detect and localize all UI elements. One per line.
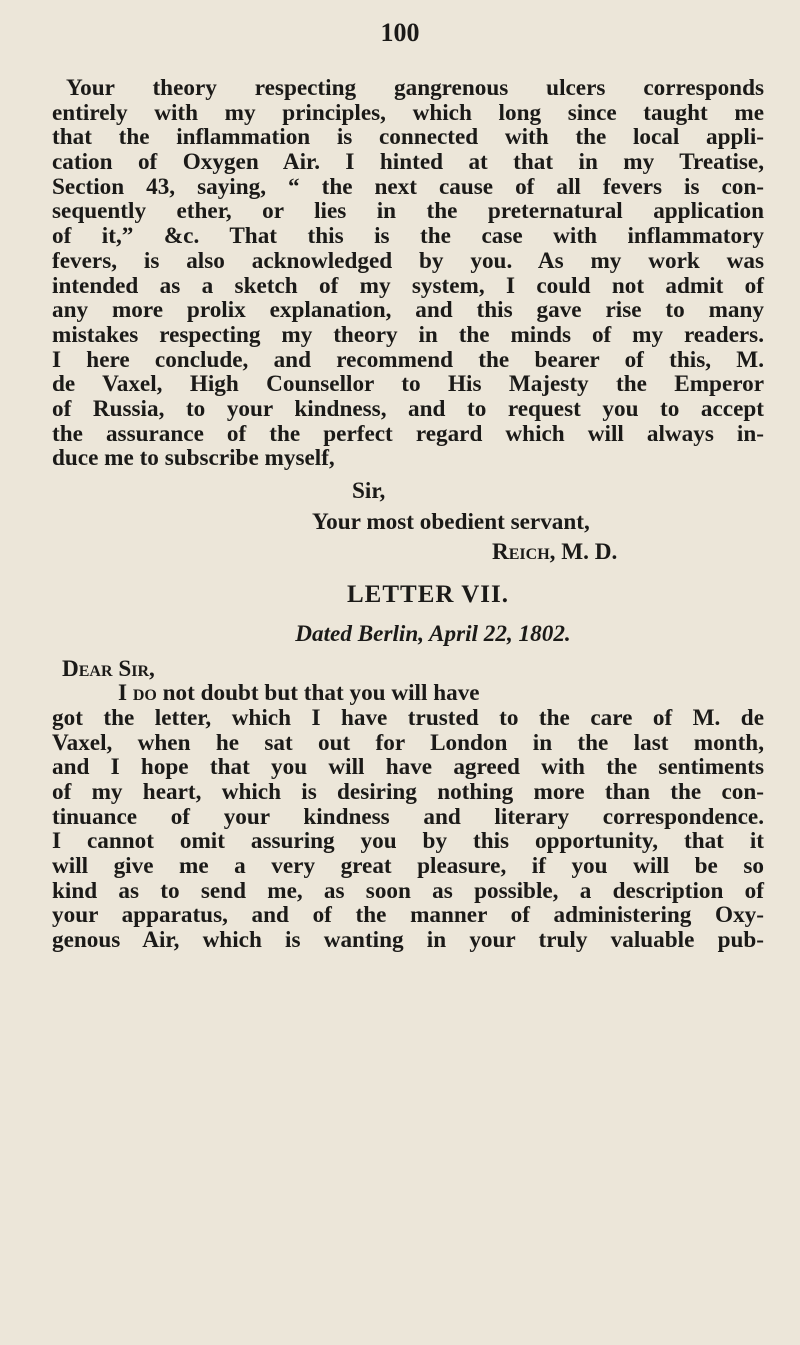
- text-line: the assurance of the perfect regard which will always in-: [52, 420, 764, 447]
- text-line: duce me to subscribe myself,: [52, 445, 335, 472]
- page-number: 100: [380, 18, 420, 47]
- text-line: Your theory respecting gangrenous ulcers corresponds: [66, 75, 764, 101]
- text-line: mistakes respecting my theory in the minds of my readers.: [52, 321, 764, 348]
- page-text: [52, 76, 764, 953]
- closing-sir: Sir,: [352, 478, 386, 504]
- text-line: de Vaxel, High Counsellor to His Majesty the Emperor: [52, 371, 764, 398]
- text-line: sequently ether, or lies in the preternatural application: [52, 198, 764, 225]
- signature: Reich, M. D.: [492, 539, 618, 566]
- text-line: cation of Oxygen Air. I hinted at that in my Treatise,: [52, 149, 764, 176]
- text-line: of Russia, to your kindness, and to request you to accept: [52, 395, 764, 422]
- dateline: Dated Berlin, April 22, 1802.: [295, 620, 571, 647]
- paragraph-letter: [52, 681, 764, 953]
- text-line: your apparatus, and of the manner of administering Oxy-: [52, 902, 764, 929]
- text-line: intended as a sketch of my system, I could not admit of: [52, 272, 764, 299]
- text-line: [52, 681, 764, 706]
- paragraph-theory: [52, 76, 764, 471]
- first-word: I do: [118, 680, 157, 707]
- letter-heading: LETTER VII.: [347, 581, 509, 609]
- text-line: I cannot omit assuring you by this opportunity, that it: [52, 828, 764, 855]
- text-line: Vaxel, when he sat out for London in the last month,: [52, 729, 764, 756]
- text-line: any more prolix explanation, and this gave rise to many: [52, 297, 764, 324]
- text-line: will give me a very great pleasure, if you will be so: [52, 853, 764, 880]
- text-line: genous Air, which is wanting in your truly valuable pub-: [52, 927, 764, 954]
- text-line: tinuance of your kindness and literary correspondence.: [52, 803, 764, 830]
- text-line: got the letter, which I have trusted to the care of M. de: [52, 704, 764, 731]
- text-line: Section 43, saying, “ the next cause of all fevers is con-: [52, 173, 764, 200]
- text-line: and I hope that you will have agreed with the sentiments: [52, 754, 764, 781]
- first-line-rest: not doubt but that you will have: [156, 680, 480, 707]
- text-line: that the inflammation is connected with the local appli-: [52, 124, 764, 151]
- text-line: I here conclude, and recommend the bearer of this, M.: [52, 346, 764, 373]
- text-line: entirely with my principles, which long since taught me: [52, 99, 764, 126]
- text-line: fevers, is also acknowledged by you. As my work was: [52, 247, 764, 274]
- closing-servant: Your most obedient servant,: [312, 508, 590, 535]
- text-line: of it,” &c. That this is the case with inflammatory: [52, 223, 764, 250]
- text-line: kind as to send me, as soon as possible, a description of: [52, 877, 764, 904]
- salutation: Dear Sir,: [62, 655, 155, 682]
- text-line: of my heart, which is desiring nothing more than the con-: [52, 778, 764, 805]
